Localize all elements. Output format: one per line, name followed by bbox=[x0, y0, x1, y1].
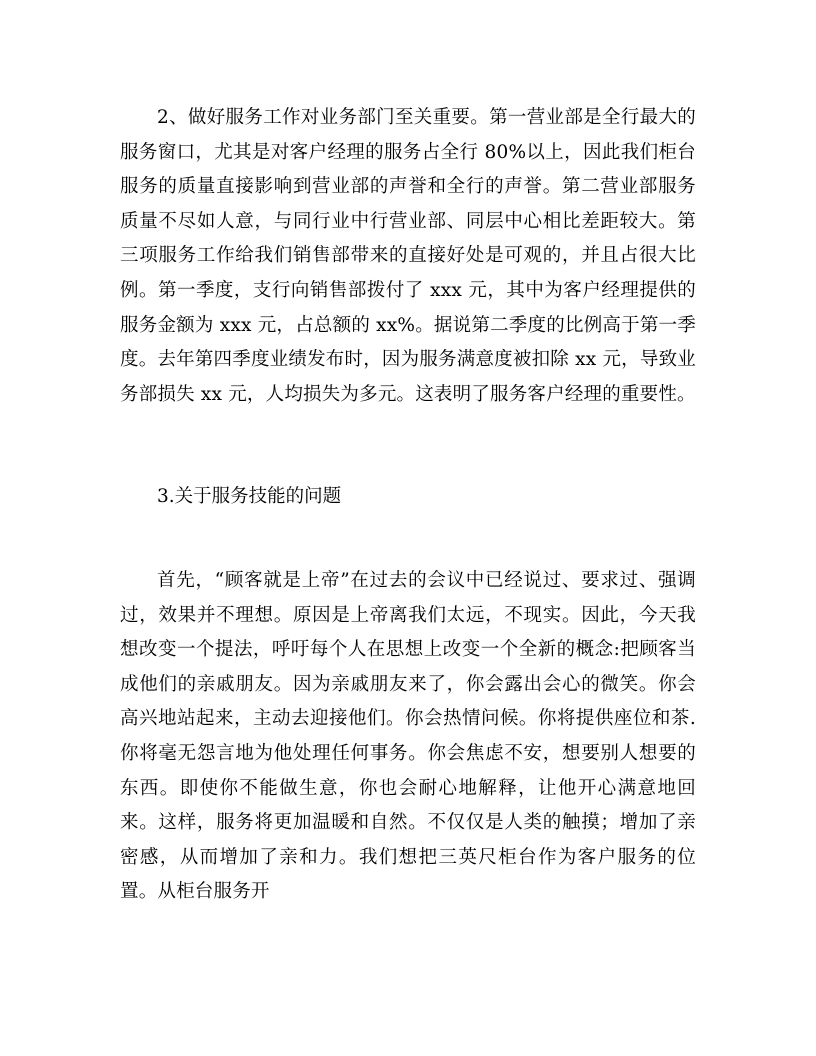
paragraph-service-importance: 2、做好服务工作对业务部门至关重要。第一营业部是全行最大的服务窗口，尤其是对客户经理的服务占全行 80%以上，因此我们柜台服务的质量直接影响到营业部的声誉和全行的声誉。第二营业部服务质量不尽如人意，与同行业中行营业部、同层中心相比差距较大。第三项服务工作给我们销售部带来的直接好处是可观的，并且占很大比例。第一季度，支行向销售部拨付了 xxx 元，其中为客户经理提供的服务金额为 xxx 元，占总额的 xx%。据说第二季度的比例高于第一季度。去年第四季度业绩发布时，因为服务满意度被扣除 xx 元，导致业务部损失 xx 元，人均损失为多元。这表明了服务客户经理的重要性。 bbox=[120, 107, 696, 405]
paragraph-block-2 bbox=[120, 564, 696, 910]
section-heading: 3.关于服务技能的问题 bbox=[157, 486, 342, 507]
paragraph-service-skills: 首先，“顾客就是上帝”在过去的会议中已经说过、要求过、强调过，效果并不理想。原因是上帝离我们太远，不现实。因此，今天我想改变一个提法，呼吁每个人在思想上改变一个全新的概念:把顾客当成他们的亲戚朋友。因为亲戚朋友来了，你会露出会心的微笑。你会高兴地站起来，主动去迎接他们。你会热情问候。你将提供座位和茶.你将毫无怨言地为他处理任何事务。你会焦虑不安，想要别人想要的东西。即使你不能做生意，你也会耐心地解释，让他开心满意地回来。这样，服务将更加温暖和自然。不仅仅是人类的触摸；增加了亲密感，从而增加了亲和力。我们想把三英尺柜台作为客户服务的位置。从柜台服务开 bbox=[120, 570, 696, 903]
paragraph-block-1 bbox=[120, 101, 696, 412]
section-heading-block bbox=[120, 480, 696, 515]
